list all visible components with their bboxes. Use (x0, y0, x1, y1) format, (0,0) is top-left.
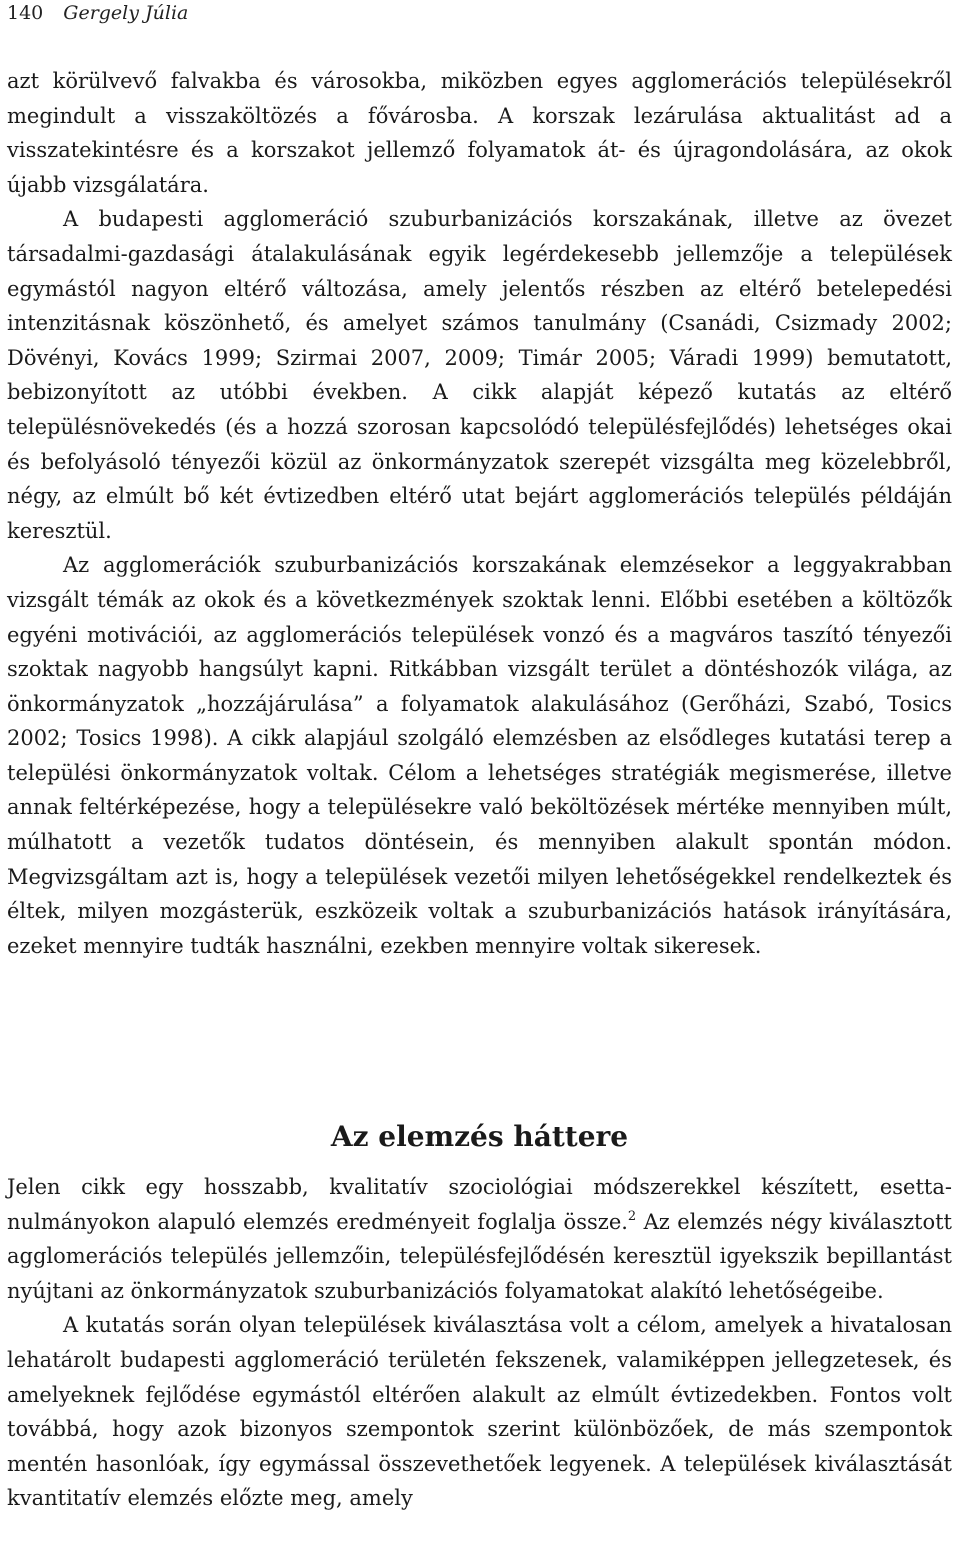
intro-text-block (7, 64, 952, 963)
section-heading: Az elemzés háttere (330, 1120, 629, 1154)
intro-paragraph-3: Az agglomerációk szuburbanizációs korszakának elemzésekor a leggyakrabban vizsgált témák az okok és a következmények szoktak lenni. Előbbi esetében a költözők egyéni motivációi, az agglomerációs települések vonzó és a magváros taszító tényezői szoktak nagyobb hangsúlyt kapni. Ritkábban vizsgált terület a döntéshozók világa, az önkormányzatok „hozzájárulása” a folyamatok alakulásához (Gerőházi, Szabó, Tosics 2002; Tosics 1998). A cikk alapjául szolgáló elemzésben az elsődleges kutatási terep a települési önkormányzatok voltak. Célom a lehetséges stratégiák megismerése, illetve annak feltérképezése, hogy a településekre való beköltözések mértéke mennyiben múlt, múlhatott a vezetők tudatos döntésein, és mennyiben alakult spontán módon. Megvizsgáltam azt is, hogy a települések vezetői milyen lehetőségekkel rendelkeztek és éltek, milyen mozgásterük, eszközeik voltak a szuburbanizációs hatások irányítására, ezeket mennyire tudták használni, ezekben mennyire voltak sikeresek. (7, 553, 952, 958)
page-number: 140 (7, 2, 44, 24)
section-paragraph-1-text: Jelen cikk egy hosszabb, kvalitatív szociológiai módszerekkel készített, esettanulmányokon alapuló elemzés eredményeit foglalja össze. (7, 1175, 952, 1234)
running-head (7, 2, 188, 24)
intro-paragraph-2: A budapesti agglomeráció szuburbanizációs korszakának, illetve az övezet társadalmi-gazdasági átalakulásának egyik legérdekesebb jellemzője a települések egymástól nagyon eltérő változása, amely jelentős részben az eltérő betelepedési intenzitásnak köszönhető, és amelyet számos tanulmány (Csanádi, Csizmady 2002; Dövényi, Kovács 1999; Szirmai 2007, 2009; Timár 2005; Váradi 1999) bemutatott, bebizonyított az utóbbi években. A cikk alapját képező kutatás az eltérő településnövekedés (és a hozzá szorosan kapcsolódó településfejlődés) lehetséges okai és befolyásoló tényezői közül az önkormányzatok szerepét vizsgálta meg közelebbről, négy, az elmúlt bő két évtizedben eltérő utat bejárt agglomerációs település példáján keresztül. (7, 207, 952, 543)
section-text-block (7, 1170, 952, 1516)
running-head-author: Gergely Júlia (63, 2, 189, 24)
section-paragraph-1 (7, 1170, 952, 1308)
section-paragraph-1-continuation: Az elemzés négy kiválasztott agglomerációs település jellemzőin, településfejlődésén keresztül igyekszik bepillantást nyújtani az önkormányzatok szuburbanizációs folyamatokat alakító lehetőségeibe. (7, 1209, 952, 1303)
footnote-marker[interactable]: 2 (627, 1208, 637, 1224)
intro-paragraph-1: azt körülvevő falvakba és városokba, miközben egyes agglomerációs településekről megindult a visszaköltözés a fővárosba. A korszak lezárulása aktualitást ad a visszatekintésre és a korszakot jellemző folyamatok át- és újragondolására, az okok újabb vizsgálatára. (7, 69, 952, 197)
section-paragraph-2: A kutatás során olyan települések kiválasztása volt a célom, amelyek a hivatalosan lehatárolt budapesti agglomeráció területén fekszenek, valamiképpen jellegzetesek, és amelyeknek fejlődése egymástól eltérően alakult az elmúlt évtizedekben. Fontos volt továbbá, hogy azok bizonyos szempontok szerint különbözőek, de más szempontok mentén hasonlóak, így egymással összevethetőek legyenek. A települések kiválasztását kvantitatív elemzés előzte meg, amely (7, 1313, 952, 1511)
